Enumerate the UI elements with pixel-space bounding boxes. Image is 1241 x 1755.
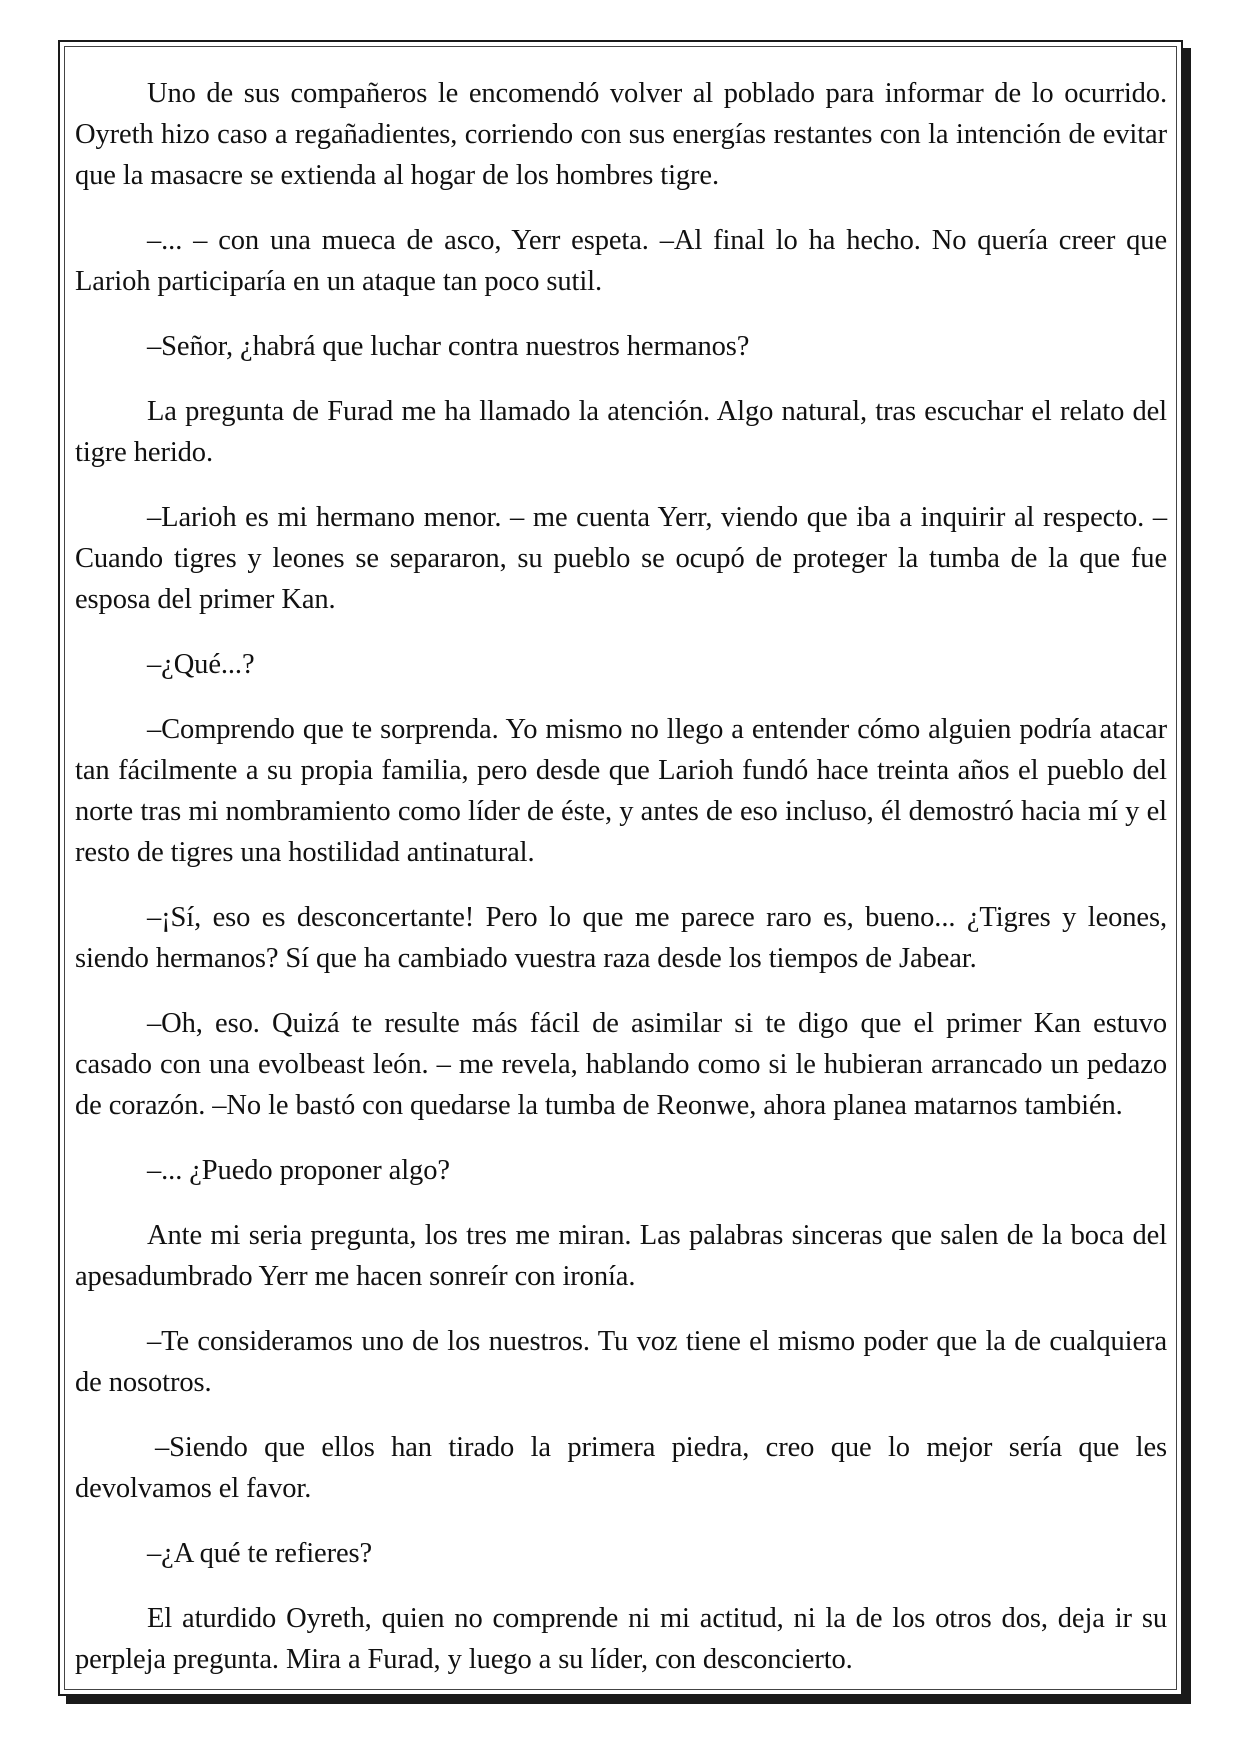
paragraph: –Te consideramos uno de los nuestros. Tu voz tiene el mismo poder que la de cualquiera de nosotros.	[75, 1326, 1167, 1398]
paragraph: La pregunta de Furad me ha llamado la atención. Algo natural, tras escuchar el relato del tigre herido.	[75, 396, 1167, 468]
paragraph: –¡Sí, eso es desconcertante! Pero lo que me parece raro es, bueno... ¿Tigres y leones, siendo hermanos? Sí que ha cambiado vuestra raza desde los tiempos de Jabear.	[75, 902, 1167, 974]
paragraph: –Siendo que ellos han tirado la primera piedra, creo que lo mejor sería que les devolvamos el favor.	[75, 1432, 1167, 1504]
paragraph: –¿Qué...?	[147, 649, 255, 680]
paragraph: Uno de sus compañeros le encomendó volver al poblado para informar de lo ocurrido. Oyreth hizo caso a regañadientes, corriendo con sus energías restantes con la intención de evitar que la masacre se extienda al hogar de los hombres tigre.	[75, 78, 1167, 191]
paragraph: –¿A qué te refieres?	[147, 1538, 373, 1569]
paragraph: –... – con una mueca de asco, Yerr espeta. –Al final lo ha hecho. No quería creer que Larioh participaría en un ataque tan poco sutil.	[75, 225, 1167, 297]
paragraph: Ante mi seria pregunta, los tres me miran. Las palabras sinceras que salen de la boca del apesadumbrado Yerr me hacen sonreír con ironía.	[75, 1220, 1167, 1292]
paragraph: El aturdido Oyreth, quien no comprende ni mi actitud, ni la de los otros dos, deja ir su perpleja pregunta. Mira a Furad, y luego a su líder, con desconcierto.	[75, 1603, 1167, 1675]
paragraph: –Señor, ¿habrá que luchar contra nuestros hermanos?	[147, 331, 750, 362]
paragraph: –Oh, eso. Quizá te resulte más fácil de asimilar si te digo que el primer Kan estuvo casado con una evolbeast león. – me revela, hablando como si le hubieran arrancado un pedazo de corazón. –No le bastó con quedarse la tumba de Reonwe, ahora planea matarnos también.	[75, 1008, 1167, 1121]
paragraph: –Comprendo que te sorprenda. Yo mismo no llego a entender cómo alguien podría atacar tan fácilmente a su propia familia, pero desde que Larioh fundó hace treinta años el pueblo del norte tras mi nombramiento como líder de éste, y antes de eso incluso, él demostró hacia mí y el resto de tigres una hostilidad antinatural.	[75, 714, 1167, 868]
paragraph: –Larioh es mi hermano menor. – me cuenta Yerr, viendo que iba a inquirir al respecto. –Cuando tigres y leones se separaron, su pueblo se ocupó de proteger la tumba de la que fue esposa del primer Kan.	[75, 502, 1167, 615]
paragraph: –... ¿Puedo proponer algo?	[147, 1155, 450, 1186]
page-text	[75, 73, 1167, 1704]
